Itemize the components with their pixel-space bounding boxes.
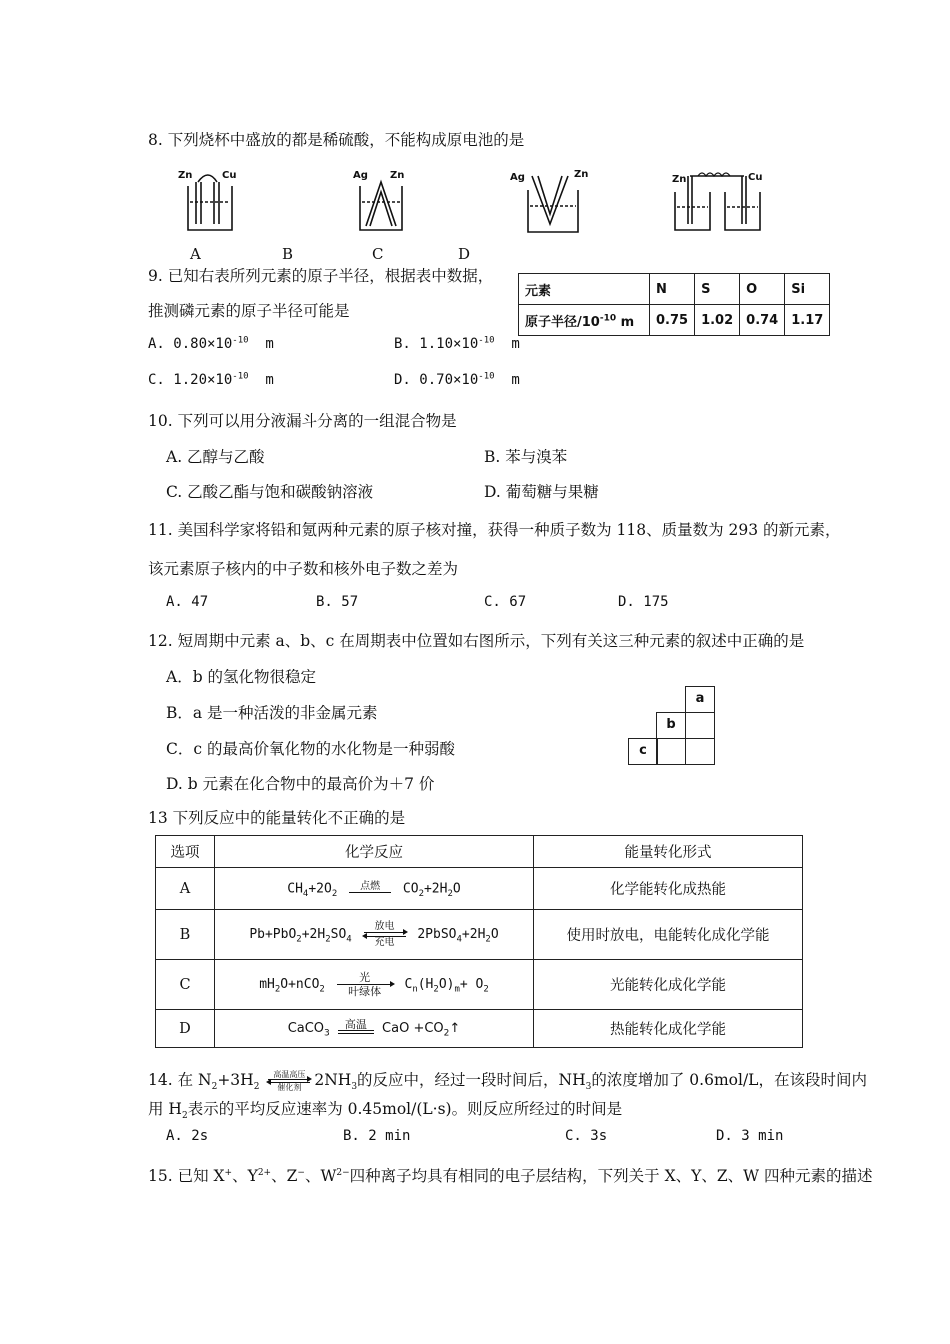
row-d-option: D bbox=[156, 1010, 215, 1048]
element-n: N bbox=[650, 274, 695, 305]
q11-option-c: C. 67 bbox=[484, 594, 527, 610]
q12-option-b: B．a 是一种活泼的非金属元素 bbox=[166, 704, 378, 722]
q14-stem-line2: 用 $H_2$表示的平均反应速率为 0.45mol/(L·s)。则反应所经过的时间是 bbox=[148, 1100, 623, 1122]
row-b-option: B bbox=[156, 910, 215, 960]
cell-b: b bbox=[656, 712, 686, 739]
q15-stem: 15. 已知 X+、$Y^{2+}$、Z−、$W^{2-}$四种离子均具有相同的电子层结构，下列关于 X、Y、Z、W 四种元素的描述 bbox=[148, 1167, 873, 1185]
q10-option-d: D. 葡萄糖与果糖 bbox=[484, 483, 599, 501]
q8-option-b: B bbox=[282, 245, 294, 263]
cell-empty-3 bbox=[685, 738, 715, 765]
q12-option-c: C．c 的最高价氧化物的水化物是一种弱酸 bbox=[166, 740, 455, 758]
q8-option-c: C bbox=[372, 245, 384, 263]
radius-o: 0.74 bbox=[740, 305, 785, 336]
q9-option-d: D. $0.70\times 10^{-10}$ m bbox=[394, 371, 520, 388]
q13-stem: 13 下列反应中的能量转化不正确的是 bbox=[148, 809, 406, 827]
header-energy: 能量转化形式 bbox=[534, 836, 803, 868]
q14-option-b: B. 2 min bbox=[343, 1128, 411, 1144]
radius-s: 1.02 bbox=[695, 305, 740, 336]
row-c-reaction: $mH_2O+nCO_2$ 光 叶绿体 $C_n(H_2O)_m+ O_2$ bbox=[215, 960, 534, 1010]
q9-stem-line1: 9. 已知右表所列元素的原子半径，根据表中数据， bbox=[148, 267, 494, 285]
q8-b-right-label: Zn bbox=[390, 170, 405, 181]
q8-c-left-label: Ag bbox=[510, 172, 525, 183]
cell-c: c bbox=[628, 738, 658, 765]
q12-option-a: A．b 的氢化物很稳定 bbox=[166, 668, 317, 686]
q9-stem-line2: 推测磷元素的原子半径可能是 bbox=[148, 302, 350, 320]
beaker-c bbox=[528, 190, 578, 232]
row-b-reaction: $Pb+PbO_2+2H_2SO_4$ 放电 充电 $2PbSO_4+2H_2O$ bbox=[215, 910, 534, 960]
table-row-label: 原子半径$/10^{-10}$ m bbox=[519, 305, 650, 336]
q14-option-a: A. 2s bbox=[166, 1128, 209, 1144]
q9-option-a: A. $0.80\times 10^{-10}$ m bbox=[148, 335, 274, 352]
q14-stem-line1: 14. 在 $N_2+3H_2$ 高温高压 催化剂 $2NH_3$的反应中，经过一段时间后，$NH_3$的浓度增加了 0.6mol/L，在该段时间内 bbox=[148, 1070, 867, 1093]
q14-option-d: D. 3 min bbox=[716, 1128, 784, 1144]
q10-stem: 10. 下列可以用分液漏斗分离的一组混合物是 bbox=[148, 412, 457, 430]
q14-option-c: C. 3s bbox=[565, 1128, 608, 1144]
q8-d-right-label: Cu bbox=[748, 172, 763, 183]
q8-b-left-label: Ag bbox=[353, 170, 368, 181]
q11-stem-line1: 11. 美国科学家将铅和氪两种元素的原子核对撞，获得一种质子数为 118、质量数为 293 的新元素， bbox=[148, 521, 841, 539]
row-c-option: C bbox=[156, 960, 215, 1010]
header-option: 选项 bbox=[156, 836, 215, 868]
q8-option-a: A bbox=[190, 245, 201, 263]
row-d-energy: 热能转化成化学能 bbox=[534, 1010, 803, 1048]
q11-option-b: B. 57 bbox=[316, 594, 359, 610]
radius-n: 0.75 bbox=[650, 305, 695, 336]
cell-empty-1 bbox=[685, 712, 715, 739]
energy-table bbox=[155, 835, 803, 1048]
q12-option-d: D. b 元素在化合物中的最高价为＋7 价 bbox=[166, 775, 435, 793]
element-o: O bbox=[740, 274, 785, 305]
element-si: Si bbox=[785, 274, 830, 305]
q10-option-a: A. 乙醇与乙酸 bbox=[166, 448, 265, 466]
q8-option-d: D bbox=[458, 245, 471, 263]
row-a-energy: 化学能转化成热能 bbox=[534, 868, 803, 910]
cell-a: a bbox=[685, 686, 715, 713]
q10-option-b: B. 苯与溴苯 bbox=[484, 448, 568, 466]
periodic-table-fragment bbox=[628, 686, 718, 766]
header-reaction: 化学反应 bbox=[215, 836, 534, 868]
q12-stem: 12. 短周期中元素 a、b、c 在周期表中位置如右图所示，下列有关这三种元素的叙述中正确的是 bbox=[148, 632, 805, 650]
cell-empty-2 bbox=[656, 738, 686, 765]
q11-stem-line2: 该元素原子核内的中子数和核外电子数之差为 bbox=[148, 560, 459, 578]
q8-c-right-label: Zn bbox=[574, 169, 589, 180]
q10-option-c: C. 乙酸乙酯与饱和碳酸钠溶液 bbox=[166, 483, 374, 501]
q8-a-right-label: Cu bbox=[222, 170, 237, 181]
q8-d-left-label: Zn bbox=[672, 174, 687, 185]
element-s: S bbox=[695, 274, 740, 305]
row-c-energy: 光能转化成化学能 bbox=[534, 960, 803, 1010]
radius-si: 1.17 bbox=[785, 305, 830, 336]
q8-stem: 8. 下列烧杯中盛放的都是稀硫酸，不能构成原电池的是 bbox=[148, 131, 525, 149]
q8-beaker-diagrams bbox=[170, 162, 790, 240]
atomic-radius-table bbox=[518, 273, 830, 336]
q9-option-c: C. $1.20\times 10^{-10}$ m bbox=[148, 371, 274, 388]
q9-option-b: B. $1.10\times 10^{-10}$ m bbox=[394, 335, 520, 352]
row-d-reaction: CaCO$_3$ 高温 CaO $+CO_2↑$ bbox=[215, 1010, 534, 1048]
row-b-energy: 使用时放电，电能转化成化学能 bbox=[534, 910, 803, 960]
beaker-a bbox=[188, 186, 232, 230]
row-a-reaction: $CH_4+2O_2$ 点燃 $CO_2+2H_2O$ bbox=[215, 868, 534, 910]
row-a-option: A bbox=[156, 868, 215, 910]
q11-option-a: A. 47 bbox=[166, 594, 209, 610]
q8-a-left-label: Zn bbox=[178, 170, 193, 181]
q11-option-d: D. 175 bbox=[618, 594, 669, 610]
table-header-label: 元素 bbox=[519, 274, 650, 305]
